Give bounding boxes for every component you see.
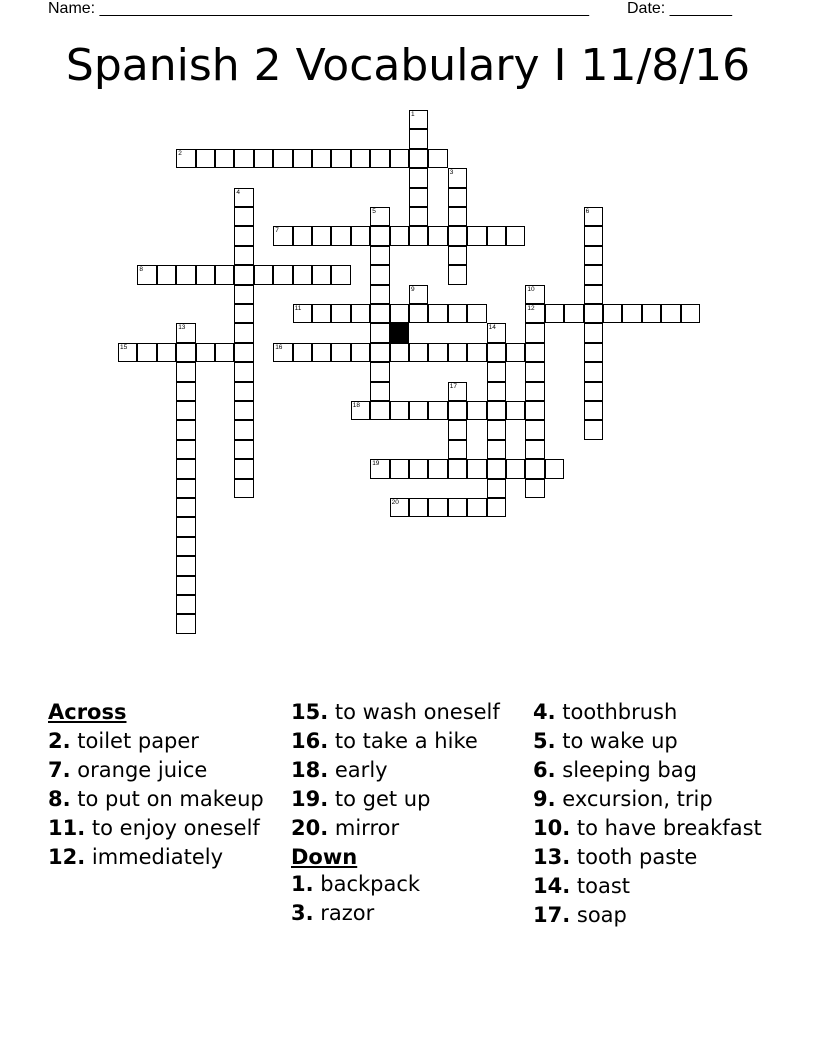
grid-number-20: 20: [391, 499, 399, 506]
clues-column-1: [48, 701, 280, 875]
grid-cell[interactable]: [234, 207, 253, 226]
grid-cell[interactable]: [331, 226, 350, 245]
grid-number-18: 18: [352, 402, 361, 409]
grid-cell[interactable]: [603, 304, 622, 323]
grid-cell[interactable]: [584, 323, 603, 342]
grid-cell[interactable]: [487, 343, 506, 362]
clue-down-10: 10. to have breakfast: [533, 816, 762, 840]
clues-column-3: [533, 701, 765, 933]
grid-cell[interactable]: [234, 382, 253, 401]
grid-cell[interactable]: [448, 265, 467, 284]
grid-cell[interactable]: [351, 343, 370, 362]
grid-cell[interactable]: [215, 149, 234, 168]
date-field-label[interactable]: Date: _______: [627, 0, 732, 17]
grid-cell[interactable]: [370, 362, 389, 381]
clue-down-5: 5. to wake up: [533, 729, 678, 753]
grid-cell[interactable]: [409, 207, 428, 226]
grid-cell[interactable]: [525, 479, 544, 498]
grid-cell[interactable]: [487, 440, 506, 459]
grid-cell[interactable]: [176, 440, 195, 459]
grid-number-3: 3: [449, 169, 454, 177]
grid-cell[interactable]: [467, 343, 486, 362]
grid-cell[interactable]: [409, 168, 428, 187]
grid-cell[interactable]: [584, 265, 603, 284]
grid-cell[interactable]: [234, 304, 253, 323]
grid-cell[interactable]: [234, 459, 253, 478]
grid-cell[interactable]: [176, 614, 195, 633]
grid-cell[interactable]: [467, 401, 486, 420]
grid-cell[interactable]: [370, 304, 389, 323]
grid-cell[interactable]: [584, 285, 603, 304]
grid-cell[interactable]: [390, 459, 409, 478]
grid-cell[interactable]: [273, 265, 292, 284]
clues-column-2: [291, 701, 523, 931]
grid-cell[interactable]: [428, 343, 447, 362]
grid-cell[interactable]: [584, 382, 603, 401]
grid-cell[interactable]: [176, 343, 195, 362]
clue-down-14: 14. toast: [533, 874, 631, 898]
grid-cell[interactable]: [390, 343, 409, 362]
grid-number-17: 17: [449, 382, 458, 390]
grid-number-4: 4: [236, 188, 241, 196]
grid-cell[interactable]: [487, 420, 506, 439]
grid-cell[interactable]: [331, 304, 350, 323]
grid-cell[interactable]: [370, 323, 389, 342]
grid-cell[interactable]: [428, 498, 447, 517]
grid-cell[interactable]: [448, 343, 467, 362]
grid-cell[interactable]: [234, 149, 253, 168]
grid-cell[interactable]: [293, 265, 312, 284]
clue-down-1: 1. backpack: [291, 872, 421, 896]
grid-cell[interactable]: [448, 304, 467, 323]
grid-cell[interactable]: [176, 420, 195, 439]
clue-across-8: 8. to put on makeup: [48, 787, 264, 811]
grid-cell[interactable]: [545, 304, 564, 323]
grid-cell[interactable]: [448, 401, 467, 420]
grid-cell[interactable]: [370, 382, 389, 401]
grid-cell[interactable]: [370, 149, 389, 168]
grid-cell[interactable]: [506, 459, 525, 478]
grid-cell[interactable]: [642, 304, 661, 323]
grid-number-16: 16: [275, 343, 283, 351]
grid-cell[interactable]: [137, 343, 156, 362]
page-title: Spanish 2 Vocabulary I 11/8/16: [65, 40, 751, 91]
grid-cell[interactable]: [584, 304, 603, 323]
grid-cell[interactable]: [370, 265, 389, 284]
grid-cell[interactable]: [545, 459, 564, 478]
grid-cell[interactable]: [448, 188, 467, 207]
across-heading: Across: [48, 700, 127, 724]
grid-cell[interactable]: [428, 401, 447, 420]
grid-cell[interactable]: [467, 459, 486, 478]
grid-cell[interactable]: [681, 304, 700, 323]
grid-cell[interactable]: [370, 226, 389, 245]
grid-cell[interactable]: [487, 362, 506, 381]
name-field-label[interactable]: Name: _______________________________________________________: [48, 0, 589, 17]
grid-cell[interactable]: [176, 265, 195, 284]
grid-cell[interactable]: [506, 343, 525, 362]
grid-cell[interactable]: [487, 479, 506, 498]
grid-cell[interactable]: [467, 498, 486, 517]
grid-cell[interactable]: [293, 226, 312, 245]
grid-cell[interactable]: [370, 246, 389, 265]
grid-cell[interactable]: [448, 420, 467, 439]
grid-cell[interactable]: [234, 420, 253, 439]
grid-cell[interactable]: [428, 226, 447, 245]
grid-cell[interactable]: [390, 149, 409, 168]
grid-number-1: 1: [411, 111, 415, 118]
grid-number-10: 10: [527, 285, 535, 293]
grid-number-11: 11: [294, 305, 302, 312]
grid-number-14: 14: [488, 324, 496, 332]
clue-down-17: 17. soap: [533, 903, 627, 927]
grid-cell[interactable]: [176, 362, 195, 381]
grid-number-2: 2: [178, 149, 182, 157]
grid-cell[interactable]: [234, 440, 253, 459]
grid-cell[interactable]: [312, 304, 331, 323]
grid-cell[interactable]: [176, 537, 195, 556]
clue-down-9: 9. excursion, trip: [533, 787, 713, 811]
grid-cell[interactable]: [409, 304, 428, 323]
grid-cell[interactable]: [176, 382, 195, 401]
grid-cell[interactable]: [196, 149, 215, 168]
grid-cell[interactable]: [234, 265, 253, 284]
grid-cell[interactable]: [254, 149, 273, 168]
grid-number-13: 13: [178, 324, 186, 332]
grid-cell[interactable]: [157, 343, 176, 362]
grid-cell[interactable]: [467, 304, 486, 323]
clue-across-19: 19. to get up: [291, 787, 431, 811]
grid-cell[interactable]: [428, 149, 447, 168]
grid-cell[interactable]: [331, 343, 350, 362]
grid-cell[interactable]: [370, 343, 389, 362]
grid-cell[interactable]: [351, 226, 370, 245]
grid-cell[interactable]: [351, 304, 370, 323]
grid-cell[interactable]: [584, 362, 603, 381]
grid-cell[interactable]: [525, 420, 544, 439]
grid-cell[interactable]: [525, 362, 544, 381]
grid-cell[interactable]: [448, 440, 467, 459]
grid-number-7: 7: [275, 227, 279, 235]
grid-cell[interactable]: [176, 576, 195, 595]
grid-cell[interactable]: [273, 149, 292, 168]
grid-cell[interactable]: [390, 226, 409, 245]
grid-cell[interactable]: [176, 595, 195, 614]
grid-cell[interactable]: [234, 285, 253, 304]
clue-across-16: 16. to take a hike: [291, 729, 478, 753]
grid-cell[interactable]: [293, 343, 312, 362]
grid-cell[interactable]: [584, 226, 603, 245]
clue-down-6: 6. sleeping bag: [533, 758, 697, 782]
grid-cell[interactable]: [293, 149, 312, 168]
clue-across-18: 18. early: [291, 758, 388, 782]
grid-cell[interactable]: [390, 304, 409, 323]
grid-cell[interactable]: [176, 479, 195, 498]
grid-cell[interactable]: [448, 246, 467, 265]
grid-cell[interactable]: [564, 304, 583, 323]
grid-cell[interactable]: [409, 343, 428, 362]
grid-number-5: 5: [372, 208, 376, 215]
grid-cell[interactable]: [312, 343, 331, 362]
grid-cell[interactable]: [428, 304, 447, 323]
grid-cell[interactable]: [428, 459, 447, 478]
clue-across-20: 20. mirror: [291, 816, 400, 840]
grid-cell[interactable]: [196, 343, 215, 362]
grid-cell[interactable]: [506, 401, 525, 420]
grid-cell[interactable]: [312, 265, 331, 284]
grid-number-9: 9: [411, 285, 415, 293]
grid-cell[interactable]: [487, 382, 506, 401]
grid-cell[interactable]: [409, 129, 428, 148]
grid-number-8: 8: [139, 266, 144, 274]
grid-cell[interactable]: [312, 226, 331, 245]
grid-cell[interactable]: [234, 343, 253, 362]
grid-cell[interactable]: [254, 265, 273, 284]
grid-cell[interactable]: [215, 343, 234, 362]
grid-cell[interactable]: [525, 459, 544, 478]
grid-cell[interactable]: [584, 343, 603, 362]
grid-cell[interactable]: [331, 265, 350, 284]
grid-number-19: 19: [372, 460, 380, 468]
grid-cell[interactable]: [409, 188, 428, 207]
grid-cell[interactable]: [370, 285, 389, 304]
grid-cell[interactable]: [370, 401, 389, 420]
clue-across-2: 2. toilet paper: [48, 729, 199, 753]
grid-cell[interactable]: [234, 226, 253, 245]
grid-cell[interactable]: [525, 323, 544, 342]
grid-number-12: 12: [527, 305, 535, 312]
grid-cell[interactable]: [390, 401, 409, 420]
grid-cell[interactable]: [487, 498, 506, 517]
down-heading: Down: [291, 845, 358, 869]
grid-cell[interactable]: [196, 265, 215, 284]
grid-cell[interactable]: [234, 479, 253, 498]
grid-cell[interactable]: [448, 498, 467, 517]
grid-cell[interactable]: [215, 265, 234, 284]
grid-cell[interactable]: [351, 149, 370, 168]
grid-cell[interactable]: [157, 265, 176, 284]
grid-cell[interactable]: [584, 401, 603, 420]
grid-cell[interactable]: [584, 246, 603, 265]
grid-cell[interactable]: [176, 517, 195, 536]
grid-cell[interactable]: [176, 498, 195, 517]
grid-cell[interactable]: [176, 556, 195, 575]
grid-number-15: 15: [120, 343, 128, 351]
grid-cell[interactable]: [234, 323, 253, 342]
grid-cell[interactable]: [409, 226, 428, 245]
grid-cell[interactable]: [448, 207, 467, 226]
grid-cell[interactable]: [409, 459, 428, 478]
grid-cell[interactable]: [409, 401, 428, 420]
grid-cell[interactable]: [584, 420, 603, 439]
grid-cell[interactable]: [234, 246, 253, 265]
grid-cell[interactable]: [331, 149, 350, 168]
grid-cell[interactable]: [409, 149, 428, 168]
grid-cell[interactable]: [448, 459, 467, 478]
grid-cell[interactable]: [487, 401, 506, 420]
clue-across-12: 12. immediately: [48, 845, 224, 869]
grid-cell[interactable]: [234, 362, 253, 381]
grid-cell[interactable]: [661, 304, 680, 323]
grid-cell[interactable]: [409, 498, 428, 517]
grid-cell[interactable]: [487, 459, 506, 478]
clue-across-11: 11. to enjoy oneself: [48, 816, 260, 840]
grid-cell[interactable]: [506, 226, 525, 245]
grid-cell[interactable]: [622, 304, 641, 323]
grid-cell[interactable]: [448, 226, 467, 245]
clue-down-13: 13. tooth paste: [533, 845, 698, 869]
grid-cell[interactable]: [176, 459, 195, 478]
grid-cell[interactable]: [525, 343, 544, 362]
grid-cell[interactable]: [487, 226, 506, 245]
grid-number-6: 6: [585, 208, 590, 215]
grid-cell[interactable]: [525, 382, 544, 401]
grid-cell[interactable]: [234, 401, 253, 420]
clue-down-3: 3. razor: [291, 901, 375, 925]
clue-down-4: 4. toothbrush: [533, 700, 678, 724]
clue-across-15: 15. to wash oneself: [291, 700, 500, 724]
grid-cell[interactable]: [525, 440, 544, 459]
grid-cell[interactable]: [525, 401, 544, 420]
grid-black-square: [390, 323, 409, 342]
grid-cell[interactable]: [312, 149, 331, 168]
grid-cell[interactable]: [467, 226, 486, 245]
grid-cell[interactable]: [176, 401, 195, 420]
clue-across-7: 7. orange juice: [48, 758, 208, 782]
